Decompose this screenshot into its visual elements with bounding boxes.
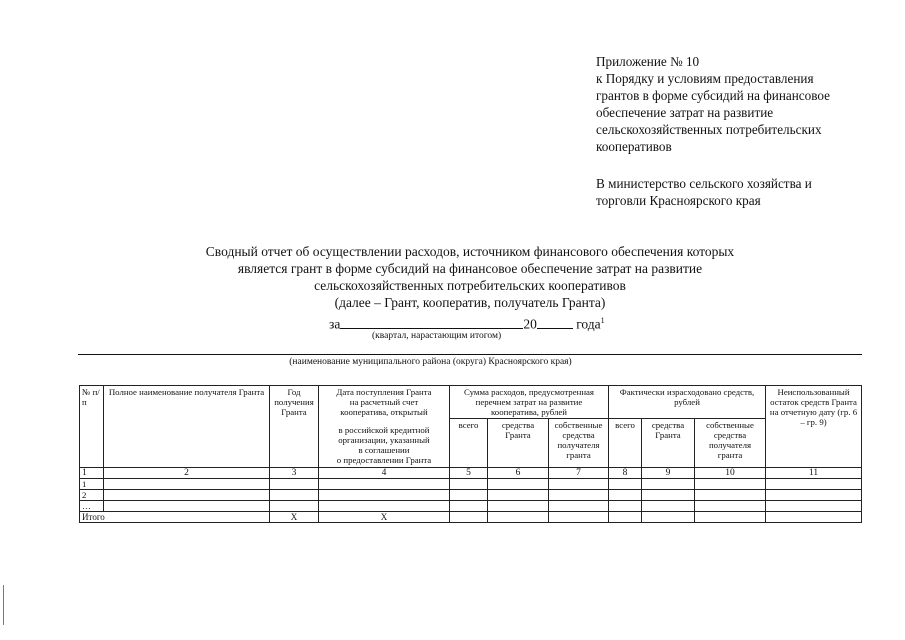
header-name: Полное наименование получателя Гранта bbox=[104, 386, 270, 468]
appendix-line: обеспечение затрат на развитие bbox=[596, 105, 774, 120]
subheader-own: собственные средства получателя гранта bbox=[549, 419, 609, 468]
table-cell[interactable] bbox=[642, 490, 695, 501]
column-number: 6 bbox=[488, 468, 549, 479]
table-cell[interactable] bbox=[609, 501, 642, 512]
subheader-total: всего bbox=[609, 419, 642, 468]
addressee-line: торговли Красноярского края bbox=[596, 193, 761, 208]
appendix-block bbox=[596, 53, 896, 155]
appendix-line: кооперативов bbox=[596, 139, 672, 154]
table-cell[interactable] bbox=[549, 490, 609, 501]
table-cell[interactable] bbox=[766, 512, 862, 523]
column-number: 1 bbox=[80, 468, 104, 479]
appendix-line: сельскохозяйственных потребительских bbox=[596, 122, 822, 137]
report-period bbox=[329, 313, 629, 333]
header-year: Год получения Гранта bbox=[270, 386, 319, 468]
table-cell[interactable] bbox=[270, 501, 319, 512]
header-row bbox=[80, 386, 862, 419]
quarter-blank[interactable] bbox=[340, 316, 523, 329]
header-unused: Неиспользованный остаток средств Гранта на отчетную дату (гр. 6 – гр. 9) bbox=[766, 386, 862, 468]
table-cell[interactable] bbox=[104, 501, 270, 512]
column-number: 7 bbox=[549, 468, 609, 479]
title-line: (далее – Грант, кооператив, получатель Гранта) bbox=[334, 295, 606, 310]
table-cell[interactable] bbox=[488, 490, 549, 501]
table-cell[interactable] bbox=[488, 501, 549, 512]
table-cell[interactable] bbox=[766, 490, 862, 501]
table-row bbox=[80, 490, 862, 501]
header-date-line: в российской кредитной bbox=[338, 425, 430, 435]
total-date-mark: X bbox=[319, 512, 450, 523]
table-cell[interactable] bbox=[549, 479, 609, 490]
row-number: 2 bbox=[80, 490, 104, 501]
table-cell[interactable] bbox=[450, 479, 488, 490]
appendix-line: к Порядку и условиям предоставления bbox=[596, 71, 814, 86]
table-row bbox=[80, 501, 862, 512]
addressee-block bbox=[596, 175, 896, 209]
table-row bbox=[80, 479, 862, 490]
total-label: Итого bbox=[80, 512, 270, 523]
subheader-own: собственные средства получателя гранта bbox=[695, 419, 766, 468]
scan-edge-mark bbox=[3, 585, 4, 625]
column-number: 4 bbox=[319, 468, 450, 479]
title-line: является грант в форме субсидий на финансовое обеспечение затрат на развитие bbox=[237, 261, 703, 276]
table-cell[interactable] bbox=[270, 490, 319, 501]
column-number: 8 bbox=[609, 468, 642, 479]
column-number: 9 bbox=[642, 468, 695, 479]
period-year-prefix: 20 bbox=[523, 316, 537, 332]
table-cell[interactable] bbox=[104, 490, 270, 501]
table-cell[interactable] bbox=[766, 479, 862, 490]
period-suffix: года bbox=[576, 316, 601, 332]
table-cell[interactable] bbox=[695, 490, 766, 501]
subheader-grant: средства Гранта bbox=[642, 419, 695, 468]
table-cell[interactable] bbox=[609, 479, 642, 490]
row-number: 1 bbox=[80, 479, 104, 490]
table-cell[interactable] bbox=[609, 512, 642, 523]
table-cell[interactable] bbox=[642, 479, 695, 490]
table-cell[interactable] bbox=[450, 490, 488, 501]
table-cell[interactable] bbox=[488, 512, 549, 523]
table-cell[interactable] bbox=[549, 512, 609, 523]
title-line: Сводный отчет об осуществлении расходов, источником финансового обеспечения которых bbox=[205, 244, 735, 259]
column-number: 10 bbox=[695, 468, 766, 479]
total-row bbox=[80, 512, 862, 523]
column-number: 11 bbox=[766, 468, 862, 479]
header-date-line: на расчетный счет bbox=[349, 397, 419, 407]
title-line: сельскохозяйственных потребительских кооперативов bbox=[314, 278, 626, 293]
period-prefix: за bbox=[329, 316, 341, 332]
table-cell[interactable] bbox=[319, 479, 450, 490]
addressee-line: В министерство сельского хозяйства и bbox=[596, 176, 812, 191]
column-number: 3 bbox=[270, 468, 319, 479]
column-number-row bbox=[80, 468, 862, 479]
table-cell[interactable] bbox=[766, 501, 862, 512]
table-cell[interactable] bbox=[695, 479, 766, 490]
header-planned: Сумма расходов, предусмотренная перечнем затрат на развитие кооператива, рублей bbox=[450, 386, 609, 419]
table-cell[interactable] bbox=[695, 501, 766, 512]
subheader-total: всего bbox=[450, 419, 488, 468]
table-cell[interactable] bbox=[549, 501, 609, 512]
appendix-line: Приложение № 10 bbox=[596, 54, 700, 69]
header-num: № п/п bbox=[80, 386, 104, 468]
report-title bbox=[120, 243, 820, 311]
column-number: 5 bbox=[450, 468, 488, 479]
year-blank[interactable] bbox=[537, 316, 573, 329]
footnote-mark: 1 bbox=[600, 316, 605, 325]
header-date-line: в соглашении bbox=[358, 445, 410, 455]
subheader-grant: средства Гранта bbox=[488, 419, 549, 468]
report-table bbox=[79, 385, 862, 523]
table-cell[interactable] bbox=[488, 479, 549, 490]
municipality-hint: (наименование муниципального района (округа) Красноярского края) bbox=[289, 357, 572, 367]
table-cell[interactable] bbox=[270, 479, 319, 490]
table-cell[interactable] bbox=[450, 512, 488, 523]
table-cell[interactable] bbox=[642, 512, 695, 523]
row-number: … bbox=[80, 501, 104, 512]
municipality-blank[interactable] bbox=[78, 354, 862, 355]
column-number: 2 bbox=[104, 468, 270, 479]
period-hint: (квартал, нарастающим итогом) bbox=[372, 331, 502, 341]
total-year-mark: X bbox=[270, 512, 319, 523]
table-cell[interactable] bbox=[319, 490, 450, 501]
header-actual: Фактически израсходовано средств, рублей bbox=[609, 386, 766, 419]
table-cell[interactable] bbox=[450, 501, 488, 512]
header-date-line: Дата поступления Гранта bbox=[336, 387, 432, 397]
table-cell[interactable] bbox=[319, 501, 450, 512]
table-cell[interactable] bbox=[609, 490, 642, 501]
header-date-line: организации, указанный bbox=[338, 435, 430, 445]
header-date bbox=[319, 386, 450, 468]
header-date-line: о предоставлении Гранта bbox=[336, 455, 432, 465]
header-date-line: кооператива, открытый bbox=[340, 407, 428, 417]
table-cell[interactable] bbox=[104, 479, 270, 490]
appendix-line: грантов в форме субсидий на финансовое bbox=[596, 88, 830, 103]
table-cell[interactable] bbox=[695, 512, 766, 523]
table-cell[interactable] bbox=[642, 501, 695, 512]
